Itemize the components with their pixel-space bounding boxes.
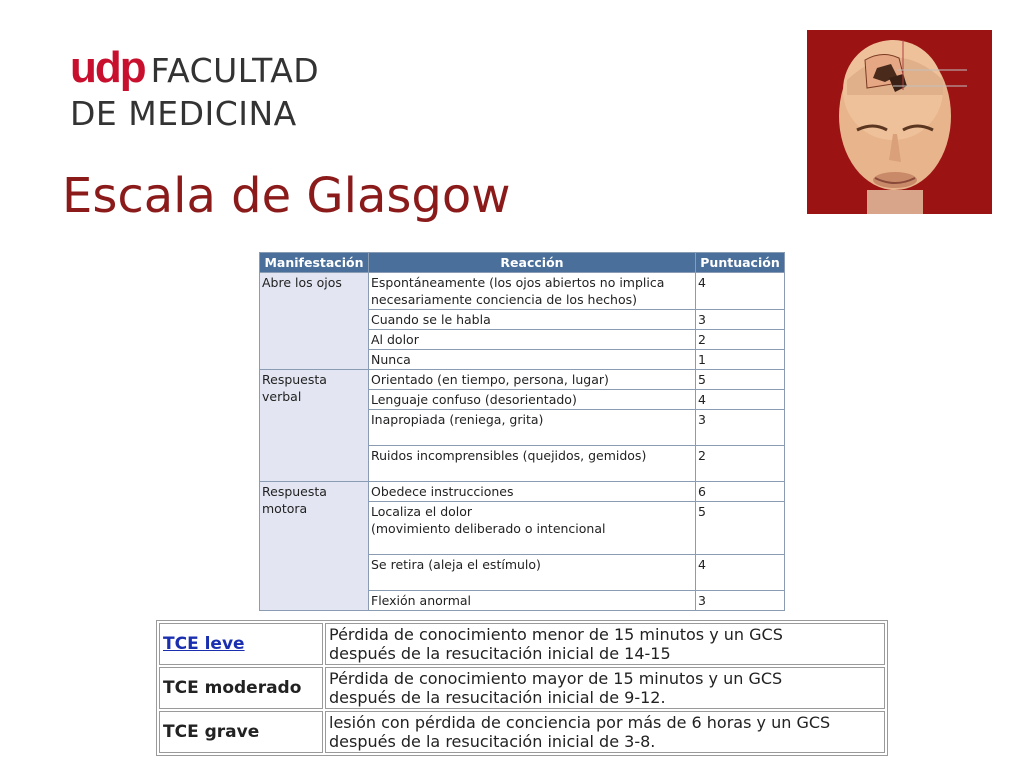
- category-motor: Respuesta motora: [260, 482, 369, 611]
- tce-description-cell: [325, 623, 885, 665]
- reaction-cell: Ruidos incomprensibles (quejidos, gemidos): [369, 446, 696, 482]
- logo-faculty: FACULTAD: [150, 51, 320, 90]
- score-cell: 2: [696, 330, 785, 350]
- table-row: [260, 370, 785, 390]
- table-row: [159, 667, 885, 709]
- category-verbal: Respuesta verbal: [260, 370, 369, 482]
- score-cell: 4: [696, 273, 785, 310]
- reaction-cell: Se retira (aleja el estímulo): [369, 555, 696, 591]
- score-cell: 4: [696, 555, 785, 591]
- reaction-cell: [369, 502, 696, 555]
- score-cell: 5: [696, 502, 785, 555]
- description-line: lesión con pérdida de conciencia por más de 6 horas y un GCS: [329, 713, 831, 732]
- description-line: Pérdida de conocimiento mayor de 15 minutos y un GCS: [329, 669, 783, 688]
- description-line: después de la resucitación inicial de 14-15: [329, 644, 671, 663]
- tce-classification-table: [156, 620, 888, 756]
- reaction-cell: Lenguaje confuso (desorientado): [369, 390, 696, 410]
- score-cell: 1: [696, 350, 785, 370]
- header-puntuacion: Puntuación: [696, 253, 785, 273]
- score-cell: 3: [696, 591, 785, 611]
- tce-label-cell: TCE grave: [159, 711, 323, 753]
- glasgow-scale-table: [259, 252, 785, 611]
- reaction-cell: Inapropiada (reniega, grita): [369, 410, 696, 446]
- logo-school: DE MEDICINA: [70, 94, 297, 133]
- score-cell: 3: [696, 410, 785, 446]
- description-line: después de la resucitación inicial de 9-12.: [329, 688, 666, 707]
- score-cell: 6: [696, 482, 785, 502]
- reaction-line: Localiza el dolor: [371, 504, 473, 519]
- tce-description-cell: [325, 667, 885, 709]
- reaction-line: (movimiento deliberado o intencional: [371, 521, 606, 536]
- skull-head-illustration: [807, 30, 992, 214]
- description-line: después de la resucitación inicial de 3-8.: [329, 732, 656, 751]
- score-cell: 4: [696, 390, 785, 410]
- reaction-cell: Flexión anormal: [369, 591, 696, 611]
- reaction-cell: Nunca: [369, 350, 696, 370]
- description-line: Pérdida de conocimiento menor de 15 minutos y un GCS: [329, 625, 783, 644]
- tce-leve-link[interactable]: TCE leve: [163, 633, 245, 654]
- reaction-cell: Cuando se le habla: [369, 310, 696, 330]
- reaction-cell: Orientado (en tiempo, persona, lugar): [369, 370, 696, 390]
- reaction-cell: Al dolor: [369, 330, 696, 350]
- page-title: Escala de Glasgow: [62, 168, 511, 224]
- reaction-cell: Obedece instrucciones: [369, 482, 696, 502]
- tce-label-cell: [159, 623, 323, 665]
- udp-logo: [70, 42, 319, 134]
- header-manifestacion: Manifestación: [260, 253, 369, 273]
- header-reaccion: Reacción: [369, 253, 696, 273]
- category-eyes: Abre los ojos: [260, 273, 369, 370]
- score-cell: 2: [696, 446, 785, 482]
- table-row: [260, 482, 785, 502]
- tce-label-cell: TCE moderado: [159, 667, 323, 709]
- score-cell: 3: [696, 310, 785, 330]
- table-header-row: [260, 253, 785, 273]
- table-row: [159, 623, 885, 665]
- reaction-cell: Espontáneamente (los ojos abiertos no implica necesariamente conciencia de los hechos): [369, 273, 696, 310]
- table-row: [260, 273, 785, 310]
- tce-description-cell: [325, 711, 885, 753]
- table-row: [159, 711, 885, 753]
- score-cell: 5: [696, 370, 785, 390]
- logo-brand: udp: [70, 43, 145, 92]
